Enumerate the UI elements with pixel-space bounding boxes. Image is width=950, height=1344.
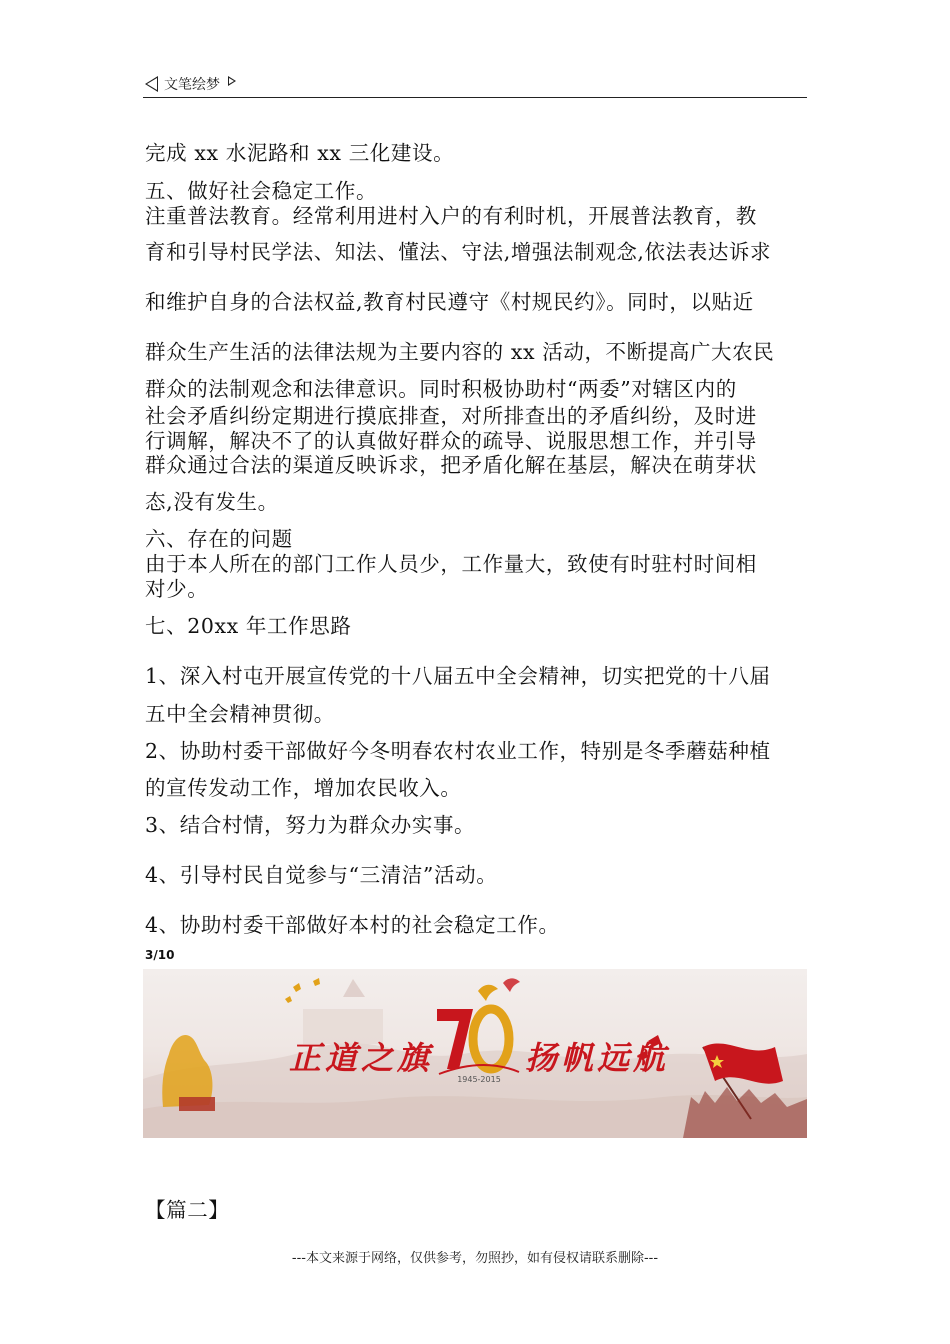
body-line: 社会矛盾纠纷定期进行摸底排查，对所排查出的矛盾纠纷，及时进: [145, 404, 757, 428]
body-line: 群众的法制观念和法律意识。同时积极协助村“两委”对辖区内的: [145, 377, 737, 401]
body-line: 由于本人所在的部门工作人员少，工作量大，致使有时驻村时间相: [145, 552, 757, 576]
body-line: 对少。: [145, 577, 209, 601]
section-heading-7: 七、20xx 年工作思路: [145, 614, 352, 638]
body-line: 和维护自身的合法权益,教育村民遵守《村规民约》。同时，以贴近: [145, 290, 754, 314]
body-line: 群众生产生活的法律法规为主要内容的 xx 活动，不断提高广大农民: [145, 340, 775, 364]
list-item: 4、引导村民自觉参与“三清洁”活动。: [145, 863, 498, 887]
list-item: 4、协助村委干部做好本村的社会稳定工作。: [145, 913, 560, 937]
body-line: 完成 xx 水泥路和 xx 三化建设。: [145, 141, 455, 165]
banner-right-text: 扬帆远航: [525, 1039, 670, 1077]
header-rule: [143, 97, 807, 98]
list-item-continued: 的宣传发动工作，增加农民收入。: [145, 776, 462, 800]
section-heading-6: 六、存在的问题: [145, 527, 293, 551]
list-item: 3、结合村情，努力为群众办实事。: [145, 813, 476, 837]
logo-years: 1945-2015: [457, 1075, 501, 1084]
body-line: 群众通过合法的渠道反映诉求，把矛盾化解在基层，解决在萌芽状: [145, 453, 757, 477]
anniversary-banner-image: [143, 969, 807, 1138]
brand-text: 文笔绘梦: [164, 77, 220, 93]
body-line: 注重普法教育。经常利用进村入户的有利时机，开展普法教育，教: [145, 204, 757, 228]
list-item: 1、深入村屯开展宣传党的十八届五中全会精神，切实把党的十八届: [145, 664, 771, 688]
section-heading-pian-er: 【篇二】: [145, 1198, 230, 1222]
body-line: 态,没有发生。: [145, 490, 279, 514]
page-number: 3/10: [145, 948, 175, 962]
banner-left-text: 正道之旗: [289, 1039, 434, 1077]
body-line: 行调解，解决不了的认真做好群众的疏导、说服思想工作，并引导: [145, 429, 757, 453]
banner-artwork: [143, 969, 807, 1138]
body-line: 育和引导村民学法、知法、懂法、守法,增强法制观念,依法表达诉求: [145, 240, 772, 264]
footer-disclaimer: ---本文来源于网络，仅供参考，勿照抄，如有侵权请联系删除---: [291, 1251, 659, 1266]
left-triangle-icon: [145, 76, 158, 92]
header-brand: [145, 74, 236, 94]
section-heading-5: 五、做好社会稳定工作。: [145, 179, 378, 203]
statue-silhouette: [162, 1035, 212, 1107]
list-item: 2、协助村委干部做好今冬明春农村农业工作，特别是冬季蘑菇种植: [145, 739, 771, 763]
right-triangle-icon: [228, 76, 236, 86]
list-item-continued: 五中全会精神贯彻。: [145, 702, 335, 726]
